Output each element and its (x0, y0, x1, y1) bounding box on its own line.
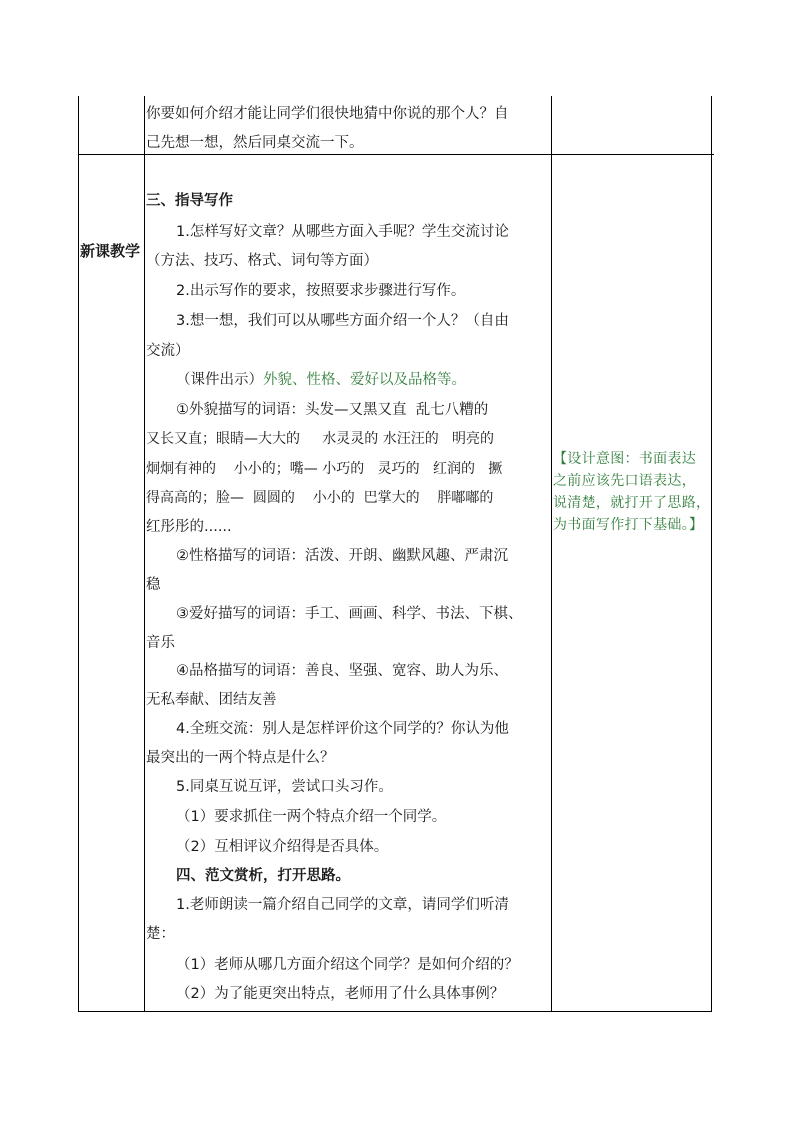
para-5-item-2: （2）互相评议介绍得是否具体。 (176, 839, 389, 855)
design-intent-line-1: 【设计意图：书面表达 (553, 451, 696, 467)
para-4-line-2: 最突出的一两个特点是什么？ (146, 750, 335, 766)
question-1-line-1: 1.老师朗读一篇介绍自己同学的文章，请同学们听清 (176, 897, 509, 913)
para-4-line-1: 4.全班交流：别人是怎样评价这个同学的？你认为他 (176, 721, 509, 737)
courseware-prefix: （课件出示） (176, 372, 263, 388)
heading-model-essay: 四、范文赏析，打开思路。 (176, 868, 350, 884)
table-right-border (711, 96, 712, 1012)
question-1-line-2: 楚： (146, 926, 175, 942)
appearance-line-4: 得高高的；脸— 圆圆的 小小的 巴掌大的 胖嘟嘟的 (146, 490, 494, 506)
appearance-line-3: 炯炯有神的 小小的；嘴— 小巧的 灵巧的 红润的 撅 (146, 461, 503, 477)
courseware-line (176, 371, 466, 389)
question-1-item-1: （1）老师从哪几方面介绍这个同学？是如何介绍的？ (176, 957, 519, 973)
para-3-line-1: 3.想一想，我们可以从哪些方面介绍一个人？（自由 (176, 313, 509, 329)
heading-guide-writing: 三、指导写作 (146, 193, 233, 209)
appearance-line-2: 又长又直；眼睛—大大的 水灵灵的 水汪汪的 明亮的 (146, 431, 495, 447)
personality-line-2: 稳 (146, 577, 161, 593)
design-intent-line-2: 之前应该先口语表达， (553, 473, 696, 489)
top-row-line-1: 你要如何介绍才能让同学们很快地猜中你说的那个人？自 (146, 106, 509, 122)
design-intent-line-4: 为书面写作打下基础。】 (553, 517, 704, 533)
para-1-line-2: （方法、技巧、格式、词句等方面） (146, 253, 378, 269)
table-left-border (78, 96, 79, 1012)
table-col-divider-1 (144, 96, 145, 1012)
courseware-text: 外貌、性格、爱好以及品格等。 (263, 372, 466, 388)
para-5: 5.同桌互说互评，尝试口头习作。 (176, 779, 393, 795)
top-row-line-2: 己先想一想，然后同桌交流一下。 (146, 135, 364, 151)
question-1-item-2: （2）为了能更突出特点，老师用了什么具体事例？ (176, 986, 505, 1002)
design-intent-line-3: 说清楚，就打开了思路， (553, 495, 711, 511)
appearance-line-5: 红彤彤的...... (146, 519, 232, 535)
para-2: 2.出示写作的要求，按照要求步骤进行写作。 (176, 283, 466, 299)
table-col-divider-2 (551, 96, 552, 1012)
appearance-line-1: ①外貌描写的词语：头发—又黑又直 乱七八糟的 (176, 402, 489, 418)
character-line-1: ④品格描写的词语：善良、坚强、宽容、助人为乐、 (176, 663, 508, 679)
table-bottom-border (78, 1011, 712, 1012)
personality-line-1: ②性格描写的词语：活泼、开朗、幽默风趣、严肃沉 (176, 548, 508, 564)
hobby-line-2: 音乐 (146, 635, 175, 651)
table-row-divider (78, 154, 714, 155)
section-label: 新课教学 (80, 242, 141, 260)
para-3-line-2: 交流） (146, 343, 190, 359)
para-5-item-1: （1）要求抓住一两个特点介绍一个同学。 (176, 809, 447, 825)
hobby-line-1: ③爱好描写的词语：手工、画画、科学、书法、下棋、 (176, 606, 523, 622)
character-line-2: 无私奉献、团结友善 (146, 692, 277, 708)
para-1-line-1: 1.怎样写好文章？从哪些方面入手呢？学生交流讨论 (176, 224, 509, 240)
